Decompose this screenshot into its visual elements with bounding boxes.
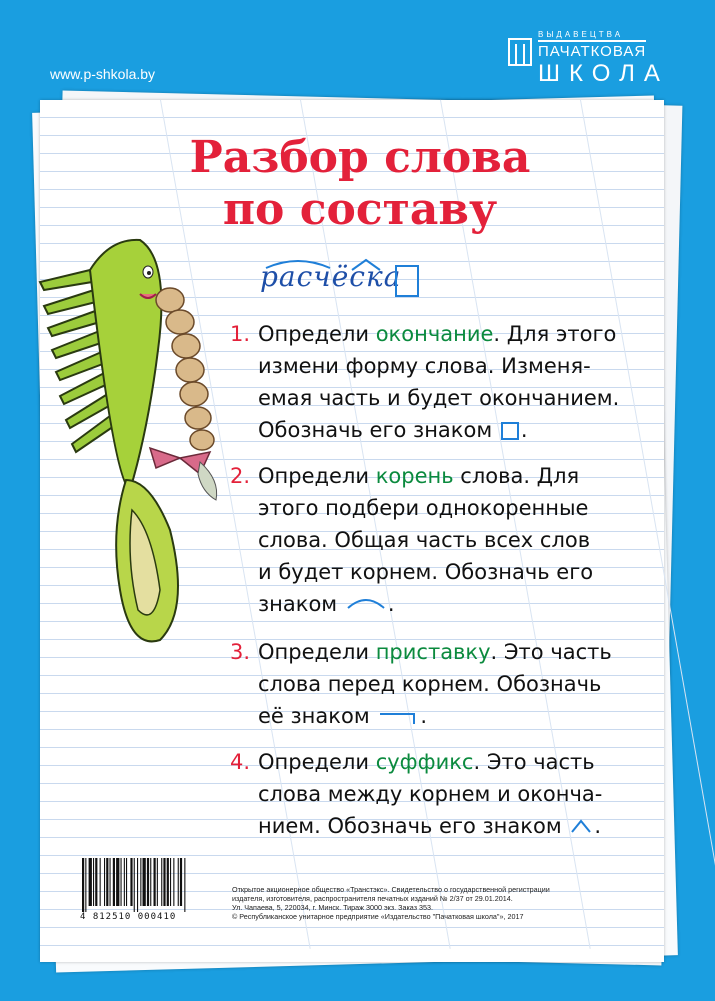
rule-line-text: слова перед корнем. Обозначь xyxy=(258,672,602,696)
rule-line-text: Определи xyxy=(258,750,376,774)
rule-line-text: и будет корнем. Обозначь его xyxy=(258,560,594,584)
morpheme-symbol xyxy=(568,814,594,838)
rule-line-end: . xyxy=(387,592,395,616)
rule-number: 2. xyxy=(230,464,251,488)
rule-line xyxy=(258,414,658,446)
imprint-line: Ул. Чапаева, 5, 220034, г. Минск. Тираж 3000 экз. Заказ 353. xyxy=(232,903,433,912)
morpheme-symbol xyxy=(376,704,420,728)
rule-line-text: . Это часть xyxy=(473,750,595,774)
example-word-analysis xyxy=(258,258,428,300)
rule-line xyxy=(258,778,658,810)
publisher-logo xyxy=(508,28,678,90)
publisher-name-line2: ШКОЛА xyxy=(538,60,669,87)
rule-text xyxy=(258,636,658,732)
morpheme-symbol xyxy=(344,592,388,616)
publisher-label: ВЫДАВЕЦТВА xyxy=(538,30,624,39)
barcode-bar xyxy=(93,858,94,906)
rule-line-text: её знаком xyxy=(258,704,377,728)
page-title xyxy=(120,132,600,236)
website-url[interactable]: www.p-shkola.by xyxy=(50,66,156,82)
rule-text xyxy=(258,746,658,842)
barcode-bar xyxy=(89,858,92,906)
imprint-line: издателя, изготовителя, распространителя печатных изданий № 2/37 от 29.01.2014. xyxy=(232,894,513,903)
morpheme-term: окончание xyxy=(375,322,494,346)
rule-line-text: слова между корнем и оконча- xyxy=(258,782,603,806)
suffix-mark-icon xyxy=(568,816,594,838)
barcode-bar xyxy=(157,858,158,906)
rule-text xyxy=(258,460,658,620)
barcode-bar xyxy=(121,858,122,906)
rule-number: 1. xyxy=(230,322,251,346)
rule-number: 4. xyxy=(230,750,251,774)
rule-line-text: Определи xyxy=(258,464,376,488)
prefix-mark-icon xyxy=(376,706,420,728)
title-line-1: Разбор слова xyxy=(189,132,531,183)
rule-line xyxy=(258,382,658,414)
rule-line-text: знаком xyxy=(258,592,344,616)
rule-line xyxy=(258,636,658,668)
barcode-bar xyxy=(161,858,162,906)
morpheme-term: суффикс xyxy=(375,750,474,774)
rule-line-end: . xyxy=(420,704,428,728)
title-line-2: по составу xyxy=(222,184,498,235)
barcode-bar xyxy=(140,858,141,906)
root-arc-icon xyxy=(344,594,388,616)
rule-line-text: . Это часть xyxy=(490,640,612,664)
morpheme-marks xyxy=(258,258,428,300)
imprint-line: © Республиканское унитарное предприятие «Издательство "Пачатковая школа"», 2017 xyxy=(232,912,524,921)
morpheme-term: приставку xyxy=(375,640,491,664)
rule-line xyxy=(258,492,658,524)
rule-line xyxy=(258,524,658,556)
barcode-bar xyxy=(167,858,169,906)
rule-number: 3. xyxy=(230,640,251,664)
rule-line-end: . xyxy=(520,418,528,442)
rule-line-text: Определи xyxy=(258,640,376,664)
rule-line xyxy=(258,810,658,842)
rule-line xyxy=(258,668,658,700)
imprint-line: Открытое акционерное общество «Транстэкс». Свидетельство о государственной регистрации xyxy=(232,885,550,894)
barcode-bar xyxy=(154,858,156,906)
barcode-bar xyxy=(173,858,174,906)
barcode-bar xyxy=(124,858,125,906)
rule-line xyxy=(258,460,658,492)
imprint-block xyxy=(232,885,652,921)
publisher-name-line1: ПАЧАТКОВАЯ xyxy=(538,40,646,60)
rule-line-text: емая часть и будет окончанием. xyxy=(258,386,620,410)
morpheme-term: корень xyxy=(375,464,454,488)
barcode-bar xyxy=(116,858,119,906)
rule-line-end: . xyxy=(594,814,602,838)
barcode-bar xyxy=(184,858,185,912)
barcode-bar xyxy=(85,858,86,912)
morpheme-symbol xyxy=(499,418,521,442)
rule-line-text: измени форму слова. Изменя- xyxy=(258,354,591,378)
barcode-bar xyxy=(170,858,171,906)
barcode-bar xyxy=(95,858,97,906)
example-word: расчёска xyxy=(260,260,402,293)
rule-line-text: слова. Для xyxy=(453,464,580,488)
ending-box-mark xyxy=(396,266,418,296)
barcode-bar xyxy=(137,858,138,912)
rule-line-text: . Для этого xyxy=(493,322,617,346)
publisher-logo-icon xyxy=(508,38,532,66)
rule-text xyxy=(258,318,658,446)
barcode-bar xyxy=(106,858,108,906)
barcode xyxy=(80,858,230,924)
barcode-bar xyxy=(180,858,182,906)
barcode-bar xyxy=(130,858,132,906)
rule-line-text: нием. Обозначь его знаком xyxy=(258,814,569,838)
barcode-bar xyxy=(113,858,115,906)
ending-box-icon xyxy=(499,420,521,442)
barcode-bar xyxy=(100,858,101,906)
rule-line xyxy=(258,318,658,350)
barcode-bar xyxy=(143,858,146,906)
braid xyxy=(156,288,214,450)
rule-line-text: Обозначь его знаком xyxy=(258,418,499,442)
rule-line xyxy=(258,746,658,778)
root-arc-mark xyxy=(266,261,330,268)
rule-line-text: слова. Общая часть всех слов xyxy=(258,528,591,552)
barcode-bar xyxy=(163,858,165,906)
barcode-bar xyxy=(147,858,149,906)
suffix-mark xyxy=(352,260,380,270)
rule-line xyxy=(258,700,658,732)
barcode-bars xyxy=(80,858,230,912)
rule-line xyxy=(258,350,658,382)
barcode-bar xyxy=(110,858,111,906)
rule-line-text: этого подбери однокоренные xyxy=(258,496,589,520)
barcode-bar xyxy=(104,858,105,906)
barcode-bar xyxy=(126,858,127,906)
barcode-bar xyxy=(150,858,151,906)
rule-line-text: Определи xyxy=(258,322,376,346)
rule-line xyxy=(258,556,658,588)
rule-line xyxy=(258,588,658,620)
barcode-bar xyxy=(178,858,179,906)
barcode-bar xyxy=(134,858,135,912)
barcode-bar xyxy=(82,858,84,912)
comb-illustration xyxy=(30,230,230,660)
barcode-digits: 4 812510 000410 xyxy=(80,912,177,922)
